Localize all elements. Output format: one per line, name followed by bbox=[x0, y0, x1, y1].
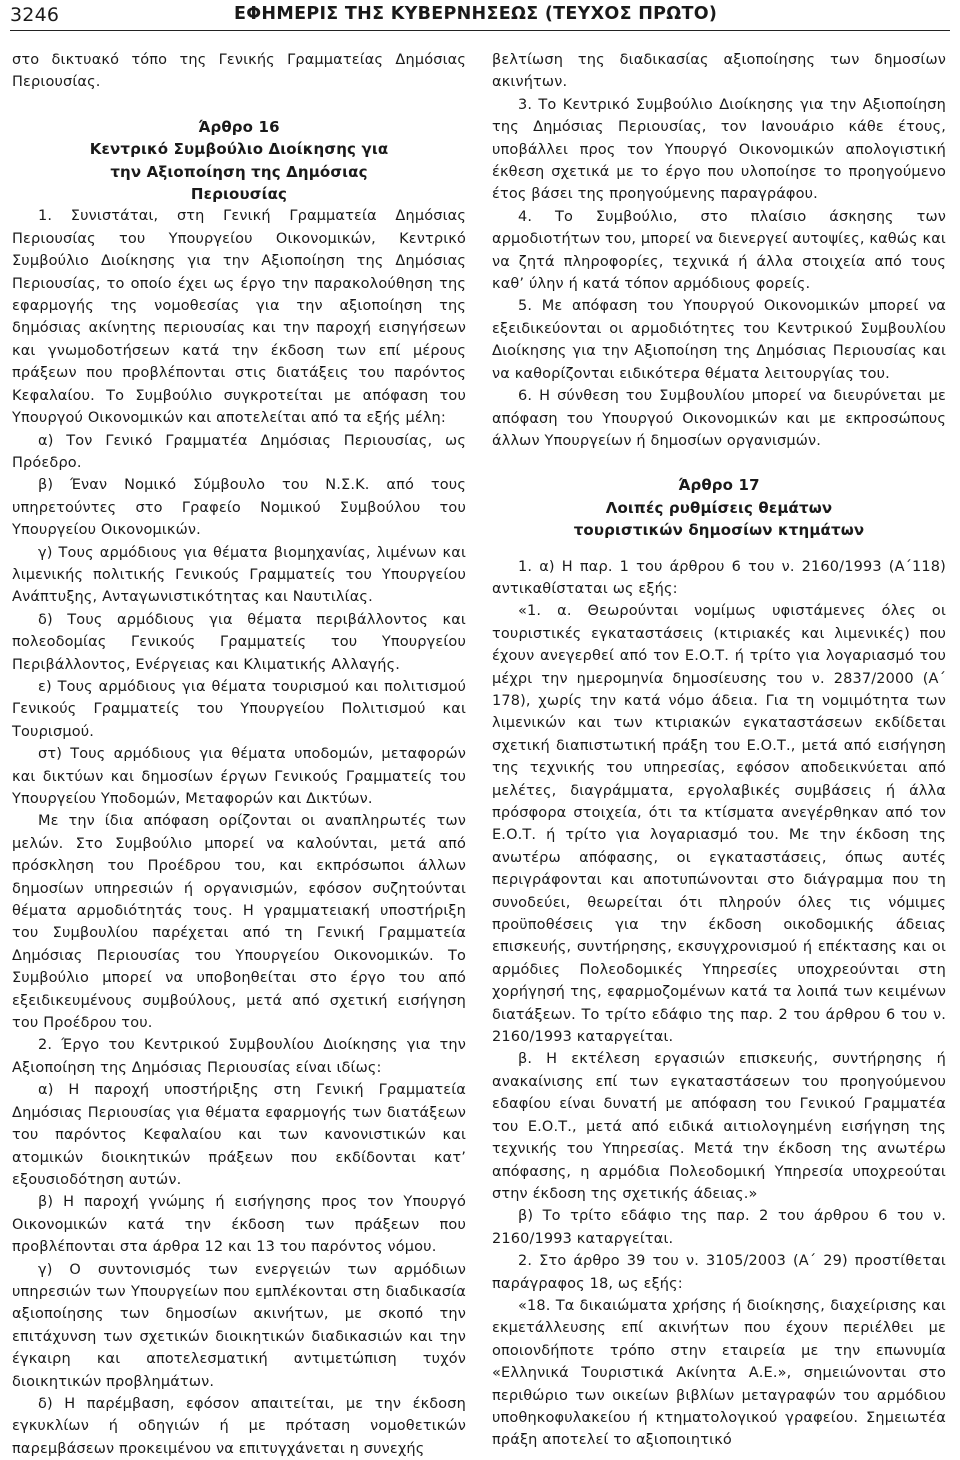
article-17-number: Άρθρο 17 bbox=[678, 476, 760, 495]
article-17-title: Λοιπές ρυθμίσεις θεμάτων τουριστικών δημοσίων κτημάτων bbox=[573, 498, 865, 540]
paragraph: γ) Τους αρμόδιους για θέματα βιομηχανίας, λιμένων και λιμενικής πολιτικής Γενικούς Γραμματείς του Υπουργείου Ανάπτυξης, Ανταγωνιστικότητας και Ναυτιλίας. bbox=[12, 544, 466, 606]
paragraph: 4. Το Συμβούλιο, στο πλαίσιο άσκησης των αρμοδιοτήτων του, μπορεί να διενεργεί αυτοψίες, καθώς και να ζητά πληροφορίες, τεχνικά ή άλλα στοιχεία από τους καθ’ ύλην ή κατά τόπον αρμόδιους φορείς. bbox=[492, 208, 946, 293]
paragraph: δ) Τους αρμόδιους για θέματα περιβάλλοντος και πολεοδομίας Γενικούς Γραμματείς του Υπουργείου Περιβάλλοντος, Ενέργειας και Κλιματικής Αλλαγής. bbox=[12, 611, 466, 673]
article-16-number: Άρθρο 16 bbox=[198, 117, 280, 136]
paragraph: στο δικτυακό τόπο της Γενικής Γραμματείας Δημόσιας Περιουσίας. bbox=[12, 52, 466, 91]
paragraph: β) Το τρίτο εδάφιο της παρ. 2 του άρθρου 6 του ν. 2160/1993 καταργείται. bbox=[492, 1208, 946, 1247]
paragraph: 5. Με απόφαση του Υπουργού Οικονομικών μπορεί να εξειδικεύονται οι αρμοδιότητες του Κεντρικού Συμβουλίου Διοίκησης για την Αξιοποίηση της Δημόσιας Περιουσίας και να καθορίζονται ειδικότερα θέματα λειτουργίας του. bbox=[492, 298, 946, 382]
paragraph: β) Η παροχή γνώμης ή εισήγησης προς τον Υπουργό Οικονομικών κατά την έκδοση των πράξεων που προβλέπονται στα άρθρα 12 και 13 του παρόντος νόμου. bbox=[12, 1194, 466, 1256]
paragraph: α) Η παροχή υποστήριξης στη Γενική Γραμματεία Δημόσιας Περιουσίας για θέματα εφαρμογής των διατάξεων του παρόντος Κεφαλαίου και των κανονιστικών και ατομικών διοικητικών πράξεων που εκδίδονται κατ’ εξουσιοδότηση αυτών. bbox=[12, 1082, 466, 1188]
right-column bbox=[492, 49, 946, 1449]
paragraph: 3. Το Κεντρικό Συμβούλιο Διοίκησης για την Αξιοποίηση της Δημόσιας Περιουσίας, τον Ιανουάριο κάθε έτους, υποβάλλει προς τον Υπουργό Οικονομικών απολογιστική έκθεση σχετικά με το έργο που υλοποίησε το προηγούμενο έτος βάσει της προηγούμενης παραγράφου. bbox=[492, 96, 946, 203]
paragraph: γ) Ο συντονισμός των ενεργειών των αρμόδιων υπηρεσιών των Υπουργείων που εμπλέκονται στη διαδικασία αξιοποίησης των δημοσίων ακινήτων, με σκοπό την επιτάχυνση των σχετικών διοικητικών διαδικασιών και την έγκαιρη και αποτελεσματική αντιμετώπιση τυχόν διοικητικών προβλημάτων. bbox=[12, 1261, 466, 1390]
paragraph: ε) Τους αρμόδιους για θέματα τουρισμού και πολιτισμού Γενικούς Γραμματείς του Υπουργείου Πολιτισμού και Τουρισμού. bbox=[12, 678, 466, 740]
paragraph: Με την ίδια απόφαση ορίζονται οι αναπληρωτές των μελών. Στο Συμβούλιο μπορεί να καλούνται, μετά από πρόσκληση του Προέδρου του, και εκπρόσωποι άλλων δημοσίων υπηρεσιών ή οργανισμών, εφόσον συζητούνται θέματα αρμοδιότητάς τους. Η γραμματειακή υποστήριξη του Συμβουλίου παρέχεται από τη Γενική Γραμματεία Δημόσιας Περιουσίας του Υπουργείου Οικονομικών. Το Συμβούλιο μπορεί να υποβοηθείται στο έργο του από εξειδικευμένους συμβούλους, μετά από σχετική εισήγηση του Προέδρου του. bbox=[12, 813, 466, 1032]
paragraph: στ) Τους αρμόδιους για θέματα υποδομών, μεταφορών και δικτύων και δημοσίων έργων Γενικούς Γραμματείς του Υπουργείου Υποδομών, Μεταφορών και Δικτύων. bbox=[12, 746, 466, 807]
paragraph: β) Έναν Νομικό Σύμβουλο του Ν.Σ.Κ. από τους υπηρετούντες στο Γραφείο Νομικού Συμβούλου του Υπουργείου Οικονομικών. bbox=[12, 477, 466, 539]
header-rule bbox=[10, 30, 950, 31]
paragraph: 1. α) Η παρ. 1 του άρθρου 6 του ν. 2160/1993 (Α΄118) αντικαθίσταται ως εξής: bbox=[492, 558, 946, 597]
paragraph: δ) Η παρέμβαση, εφόσον απαιτείται, με την έκδοση εγκυκλίων ή οδηγιών ή με πρόταση νομοθετικών παρεμβάσεων προκειμένου να επιτυγχάνεται η συνεχής bbox=[12, 1395, 466, 1457]
paragraph: 2. Στο άρθρο 39 του ν. 3105/2003 (Α΄ 29) προστίθεται παράγραφος 18, ως εξής: bbox=[492, 1253, 946, 1292]
paragraph: α) Τον Γενικό Γραμματέα Δημόσιας Περιουσίας, ως Πρόεδρο. bbox=[12, 432, 466, 471]
article-16-title: Κεντρικό Συμβούλιο Διοίκησης για την Αξιοποίηση της Δημόσιας Περιουσίας bbox=[89, 140, 389, 204]
left-column bbox=[12, 49, 466, 1457]
page-number: 3246 bbox=[10, 4, 60, 26]
page-header bbox=[10, 0, 950, 26]
paragraph: 2. Έργο του Κεντρικού Συμβουλίου Διοίκησης για την Αξιοποίηση της Δημόσιας Περιουσίας είναι ιδίως: bbox=[12, 1037, 466, 1076]
paragraph: β. Η εκτέλεση εργασιών επισκευής, συντήρησης ή ανακαίνισης επί των εγκαταστάσεων του προηγούμενου εδαφίου είναι δυνατή με απόφαση του Γενικού Γραμματέα του Ε.Ο.Τ., μετά από ειδικά αιτιολογημένη εισήγηση της τεχνικής του Υπηρεσίας. Μετά την έκδοση της ανωτέρω απόφασης, η αρμόδια Πολεοδομική Υπηρεσία υποχρεούται στην έκδοση της σχετικής άδειας.» bbox=[492, 1051, 946, 1202]
paragraph: βελτίωση της διαδικασίας αξιοποίησης των δημοσίων ακινήτων. bbox=[492, 52, 946, 91]
paragraph: «18. Τα δικαιώματα χρήσης ή διοίκησης, διαχείρισης και εκμετάλλευσης επί ακινήτων που έχουν περιέλθει με οποιονδήποτε τρόπο στην εταιρεία με την επωνυμία «Ελληνικά Τουριστικά Ακίνητα Α.Ε.», σημειώνονται στο περιθώριο των οικείων βιβλίων μεταγραφών του αρμόδιου υποθηκοφυλακείου ή κτηματολογικού γραφείου. Σημειωτέα πράξη αποτελεί το αξιοποιητικό bbox=[492, 1297, 946, 1449]
paragraph: 1. Συνιστάται, στη Γενική Γραμματεία Δημόσιας Περιουσίας του Υπουργείου Οικονομικών, Κεντρικό Συμβούλιο Διοίκησης για την Αξιοποίηση της Δημόσιας Περιουσίας, το οποίο έχει ως έργο την παρακολούθηση της εφαρμογής της νομοθεσίας για την αξιοποίηση της δημόσιας ακίνητης περιουσίας και την παροχή εισηγήσεων και γνωμοδοτήσεων κατά την έκδοση των επί μέρους πράξεων που προβλέπονται στις διατάξεις του παρόντος Κεφαλαίου. Το Συμβούλιο συγκροτείται με απόφαση του Υπουργού Οικονομικών και αποτελείται από τα εξής μέλη: bbox=[12, 208, 466, 427]
paragraph: «1. α. Θεωρούνται νομίμως υφιστάμενες όλες οι τουριστικές εγκαταστάσεις (κτιριακές και λιμενικές) που έχουν ανεγερθεί από τον Ε.Ο.Τ. ή τρίτο για λογαριασμό του μέχρι την ημερομηνία δημοσίευσης του ν. 2837/2000 (Α΄ 178), χωρίς την κατά νόμο άδεια. Για τη νομιμότητα των λιμενικών και των κτιριακών εγκαταστάσεων εκδίδεται σχετική διαπιστωτική πράξη του Ε.Ο.Τ., μετά από εισήγηση της τεχνικής του υπηρεσίας, εφόσον αποδεικνύεται από μελέτες, διαγράμματα, εργολαβικές συμβάσεις ή άλλα πρόσφορα στοιχεία, ότι τα κτίσματα ανεγέρθηκαν από τον Ε.Ο.Τ. ή τρίτο για λογαριασμό του. Με την έκδοση της ανωτέρω απόφασης, οι εγκαταστάσεις, όπως αυτές περιγράφονται και αποτυπώνονται στο διάγραμμα που τη συνοδεύει, θεωρείται ότι πληρούν όλες τις νόμιμες προϋποθέσεις για την έκδοση οικοδομικής άδειας επισκευής, συντήρησης, εκσυγχρονισμού ή επέκτασης και οι αρμόδιες Πολεοδομικές Υπηρεσίες υποχρεούνται στη χορήγησή της, εφαρμοζομένων κατά τα λοιπά των κειμένων διατάξεων. Το τρίτο εδάφιο της παρ. 2 του άρθρου 6 του ν. 2160/1993 καταργείται. bbox=[492, 603, 946, 1046]
gazette-title: ΕΦΗΜΕΡΙΣ ΤΗΣ ΚΥΒΕΡΝΗΣΕΩΣ (ΤΕΥΧΟΣ ΠΡΩΤΟ) bbox=[234, 4, 718, 24]
paragraph: 6. Η σύνθεση του Συμβουλίου μπορεί να διευρύνεται με απόφαση του Υπουργού Οικονομικών και με εκπροσώπους άλλων Υπουργείων ή δημοσίων οργανισμών. bbox=[492, 388, 946, 449]
